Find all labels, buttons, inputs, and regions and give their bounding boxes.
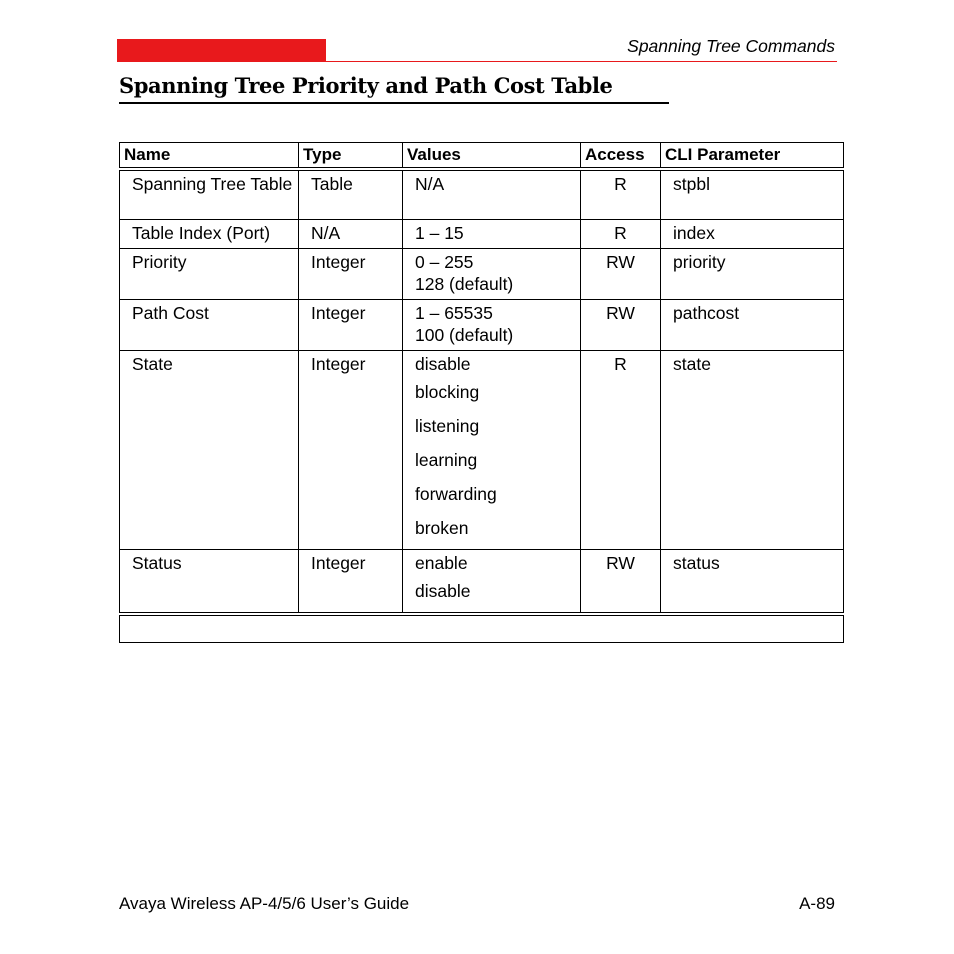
cell-values bbox=[403, 169, 581, 220]
access-value: R bbox=[614, 173, 627, 194]
value-line: forwarding bbox=[415, 484, 497, 504]
cell-name: Spanning Tree Table bbox=[120, 169, 299, 220]
value-line: disable bbox=[415, 354, 471, 374]
section-heading: Spanning Tree Priority and Path Cost Table bbox=[119, 72, 669, 104]
value-line: disable bbox=[415, 581, 471, 601]
parameter-table bbox=[119, 142, 844, 643]
cell-type: Integer bbox=[299, 351, 403, 550]
value-line: blocking bbox=[415, 382, 480, 402]
cell-cli-parameter: stpbl bbox=[661, 169, 844, 220]
cell-access bbox=[581, 220, 661, 249]
access-value: RW bbox=[606, 252, 635, 272]
cell-values bbox=[403, 550, 581, 615]
cell-cli-parameter: pathcost bbox=[661, 300, 844, 351]
cell-type: Integer bbox=[299, 249, 403, 300]
value-line: 128 (default) bbox=[415, 274, 514, 294]
cell-values bbox=[403, 300, 581, 351]
cell-name: Priority bbox=[120, 249, 299, 300]
header-rule bbox=[117, 61, 837, 62]
cell-type: Integer bbox=[299, 300, 403, 351]
value-line: listening bbox=[415, 416, 480, 436]
value-line: 1 – 15 bbox=[415, 223, 464, 243]
cell-name: State bbox=[120, 351, 299, 550]
column-header-name: Name bbox=[120, 143, 299, 169]
table-row bbox=[120, 220, 844, 249]
footer-page-number: A-89 bbox=[799, 894, 835, 913]
value-line: enable bbox=[415, 553, 468, 573]
value-line: broken bbox=[415, 518, 469, 538]
cell-values bbox=[403, 351, 581, 550]
cell-name: Table Index (Port) bbox=[120, 220, 299, 249]
value-line: N/A bbox=[415, 173, 445, 194]
table-row bbox=[120, 550, 844, 615]
cell-cli-parameter: status bbox=[661, 550, 844, 615]
column-header-type: Type bbox=[299, 143, 403, 169]
cell-access bbox=[581, 300, 661, 351]
access-value: RW bbox=[606, 553, 635, 573]
header-accent-bar bbox=[117, 39, 326, 61]
cell-cli-parameter: state bbox=[661, 351, 844, 550]
access-value: RW bbox=[606, 303, 635, 323]
table-row bbox=[120, 351, 844, 550]
cell-access bbox=[581, 169, 661, 220]
access-value: R bbox=[614, 354, 627, 374]
cell-cli-parameter: index bbox=[661, 220, 844, 249]
value-line: learning bbox=[415, 450, 478, 470]
cell-access bbox=[581, 550, 661, 615]
table-row bbox=[120, 300, 844, 351]
column-header-values: Values bbox=[403, 143, 581, 169]
table-header-row bbox=[120, 143, 844, 169]
cell-name: Path Cost bbox=[120, 300, 299, 351]
table-footer-row bbox=[120, 614, 844, 643]
cell-cli-parameter: priority bbox=[661, 249, 844, 300]
access-value: R bbox=[614, 223, 627, 243]
cell-type: Integer bbox=[299, 550, 403, 615]
value-line: 100 (default) bbox=[415, 325, 514, 345]
column-header-cli-parameter: CLI Parameter bbox=[661, 143, 844, 169]
footer-book-title: Avaya Wireless AP-4/5/6 User’s Guide bbox=[119, 894, 410, 913]
value-line: 1 – 65535 bbox=[415, 303, 493, 323]
column-header-access: Access bbox=[581, 143, 661, 169]
cell-type: N/A bbox=[299, 220, 403, 249]
running-head: Spanning Tree Commands bbox=[627, 36, 835, 56]
cell-values bbox=[403, 249, 581, 300]
table-row bbox=[120, 249, 844, 300]
cell-access bbox=[581, 351, 661, 550]
cell-values bbox=[403, 220, 581, 249]
table-footer-cell bbox=[120, 614, 844, 643]
table-row bbox=[120, 169, 844, 220]
cell-name: Status bbox=[120, 550, 299, 615]
cell-type: Table bbox=[299, 169, 403, 220]
value-line: 0 – 255 bbox=[415, 252, 474, 272]
cell-access bbox=[581, 249, 661, 300]
